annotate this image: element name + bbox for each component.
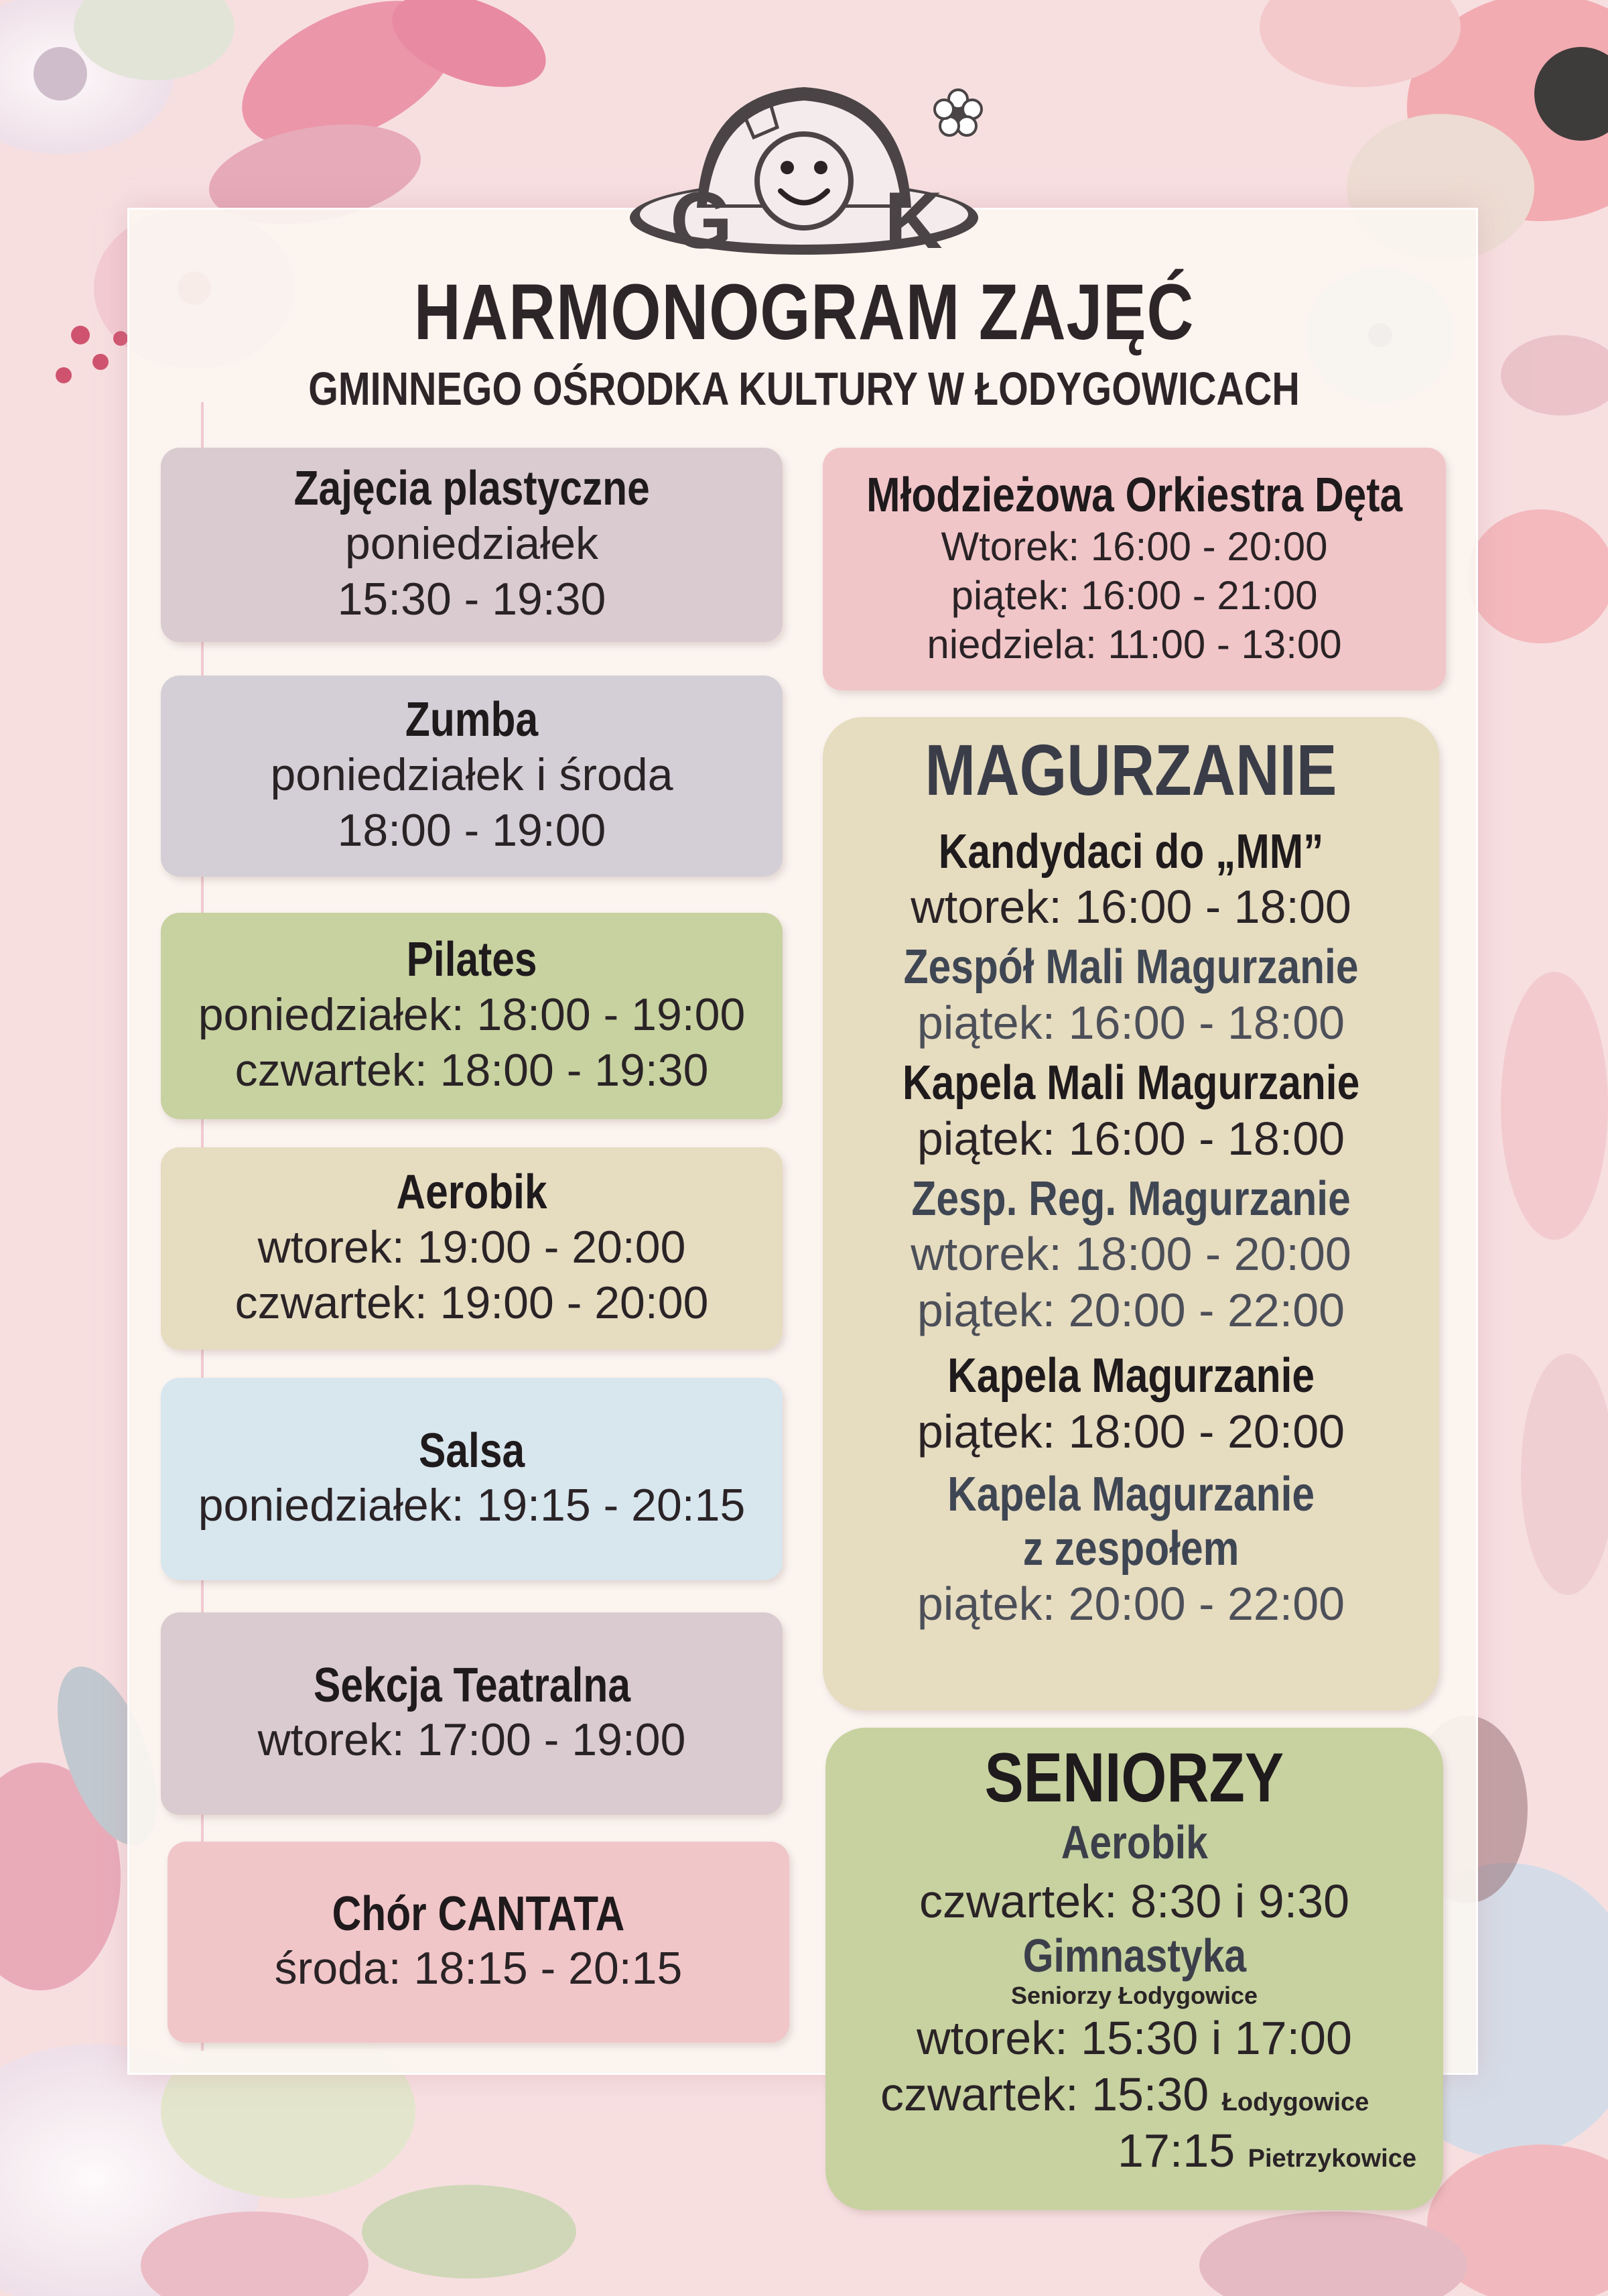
section-seniorzy (825, 1728, 1443, 2210)
group-name: Kapela Mali Magurzanie (902, 1056, 1360, 1110)
group-name: Zespół Mali Magurzanie (903, 940, 1359, 995)
activity-time: wtorek: 19:00 - 20:00 (257, 1221, 686, 1273)
section-title: MAGURZANIE (925, 729, 1337, 810)
activity-time: środa: 18:15 - 20:15 (274, 1943, 683, 1994)
svg-text:K: K (884, 176, 943, 261)
activity-card-pilates (161, 913, 783, 1119)
group-name: Gimnastyka (1022, 1929, 1246, 1982)
section-title: SENIORZY (984, 1739, 1284, 1817)
group-name: Kapela Magurzanie (947, 1349, 1315, 1403)
group-time: wtorek: 15:30 i 17:00 (917, 2012, 1352, 2065)
activity-time: 18:00 - 19:00 (337, 804, 606, 856)
group-subtitle: Seniorzy Łodygowice (1010, 1982, 1258, 2010)
group-time: piątek: 16:00 - 18:00 (917, 1112, 1345, 1165)
activity-card-cantata (168, 1842, 789, 2043)
activity-name: Zumba (405, 693, 539, 747)
location-label: Łodygowice (1221, 2088, 1369, 2117)
page-title: HARMONOGRAM ZAJĘĆ (413, 268, 1195, 357)
activity-time: Wtorek: 16:00 - 20:00 (941, 523, 1328, 569)
activity-time: piątek: 16:00 - 21:00 (951, 573, 1318, 618)
group-time: piątek: 18:00 - 20:00 (917, 1405, 1345, 1458)
activity-time: czwartek: 18:00 - 19:30 (234, 1044, 709, 1096)
group-time: czwartek: 15:30 (880, 2068, 1209, 2121)
activity-card-zumba (161, 676, 783, 877)
group-time: 17:15 (1118, 2124, 1235, 2177)
group-time: piątek: 20:00 - 22:00 (917, 1578, 1345, 1631)
activity-card-salsa (161, 1378, 783, 1580)
activity-day: poniedziałek i środa (270, 749, 673, 800)
activity-card-teatralna (161, 1612, 783, 1815)
group-name: Aerobik (1061, 1816, 1208, 1869)
activity-name: Zajęcia plastyczne (293, 462, 650, 516)
section-magurzanie (823, 717, 1439, 1710)
group-time: czwartek: 8:30 i 9:30 (919, 1874, 1349, 1927)
group-name: Kandydaci do „MM” (938, 824, 1324, 879)
activity-card-aerobik (161, 1147, 783, 1350)
location-label: Pietrzykowice (1248, 2145, 1416, 2173)
activity-name: Chór CANTATA (332, 1887, 625, 1941)
group-time: piątek: 16:00 - 18:00 (917, 997, 1345, 1049)
svg-text:G: G (670, 176, 733, 261)
activity-time: poniedziałek: 18:00 - 19:00 (198, 988, 746, 1040)
activity-time: wtorek: 17:00 - 19:00 (257, 1714, 686, 1766)
activity-day: poniedziałek (344, 517, 599, 569)
activity-name: Młodzieżowa Orkiestra Dęta (866, 468, 1402, 522)
activity-name: Sekcja Teatralna (313, 1658, 630, 1712)
activity-name: Pilates (406, 933, 537, 987)
group-time-row (880, 2066, 1369, 2122)
activity-name: Salsa (418, 1423, 525, 1478)
gok-logo (623, 67, 998, 261)
group-time: piątek: 20:00 - 22:00 (917, 1284, 1345, 1337)
activity-time: czwartek: 19:00 - 20:00 (234, 1277, 709, 1328)
group-name: z zespołem (1022, 1521, 1240, 1576)
activity-time: poniedziałek: 19:15 - 20:15 (198, 1480, 746, 1531)
group-name: Kapela Magurzanie (947, 1467, 1315, 1521)
activity-card-orkiestra (823, 448, 1446, 690)
group-time: wtorek: 16:00 - 18:00 (911, 881, 1351, 934)
group-time-row (1118, 2122, 1416, 2179)
group-time: wtorek: 18:00 - 20:00 (911, 1228, 1351, 1281)
activity-name: Aerobik (396, 1165, 547, 1220)
group-name: Zesp. Reg. Magurzanie (911, 1171, 1351, 1226)
activity-time: niedziela: 11:00 - 13:00 (927, 622, 1342, 667)
activity-time: 15:30 - 19:30 (337, 573, 606, 625)
activity-card-plastyczne (161, 448, 783, 642)
page-subtitle: GMINNEGO OŚRODKA KULTURY W ŁODYGOWICACH (308, 363, 1300, 415)
